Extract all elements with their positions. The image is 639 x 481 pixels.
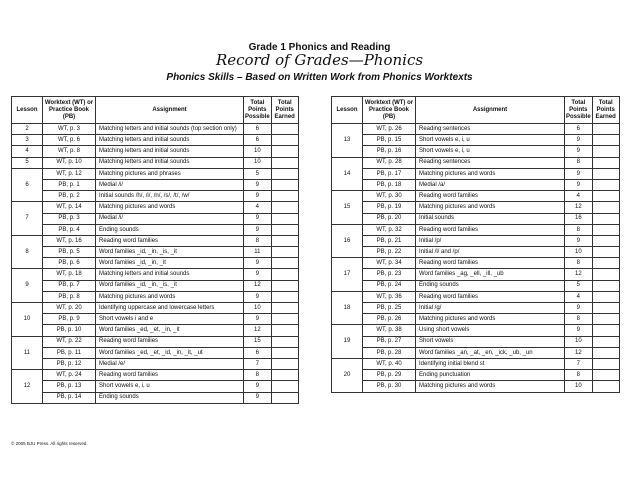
points-earned-cell[interactable] xyxy=(271,358,298,369)
lesson-number: 3 xyxy=(12,135,43,146)
table-row xyxy=(12,347,299,358)
points-earned-cell[interactable] xyxy=(271,235,298,246)
assignment-cell: Short vowels e, i, u xyxy=(416,135,565,146)
assignment-cell: Short vowels xyxy=(416,336,565,347)
table-row xyxy=(332,370,620,381)
lesson-number: 10 xyxy=(12,303,43,337)
worktext-cell: WT, p. 12 xyxy=(43,168,96,179)
col-points-possible: Total Points Possible xyxy=(565,97,593,124)
points-possible-cell: 10 xyxy=(244,157,272,168)
table-row xyxy=(332,336,620,347)
assignment-cell: Reading word families xyxy=(416,224,565,235)
points-possible-cell: 8 xyxy=(244,370,272,381)
points-possible-cell: 6 xyxy=(244,135,272,146)
lesson-number: 7 xyxy=(12,202,43,236)
points-possible-cell: 8 xyxy=(565,224,593,235)
table-row xyxy=(332,314,620,325)
left-grade-table xyxy=(11,96,299,404)
points-earned-cell[interactable] xyxy=(271,247,298,258)
table-row xyxy=(12,202,299,213)
worktext-cell: WT, p. 24 xyxy=(43,370,96,381)
table-row xyxy=(12,392,299,403)
worktext-cell: WT, p. 18 xyxy=(43,269,96,280)
worktext-cell: WT, p. 20 xyxy=(43,303,96,314)
page-subtitle: Phonics Skills – Based on Written Work from Phonics Worktexts xyxy=(166,72,473,83)
points-possible-cell: 12 xyxy=(565,269,593,280)
points-possible-cell: 9 xyxy=(244,291,272,302)
points-earned-cell[interactable] xyxy=(592,124,619,135)
col-assignment: Assignment xyxy=(96,97,244,124)
table-row xyxy=(332,135,620,146)
assignment-cell: Ending sounds xyxy=(96,392,244,403)
assignment-cell: Medial /i/ xyxy=(96,179,244,190)
assignment-cell: Initial /l/ and /p/ xyxy=(416,247,565,258)
page-title: Record of Grades—Phonics xyxy=(215,51,424,69)
col-points-earned: Total Points Earned xyxy=(271,97,298,124)
worktext-cell: PB, p. 19 xyxy=(363,202,416,213)
assignment-cell: Matching pictures and words xyxy=(416,202,565,213)
assignment-cell: Word families _id, _in, _is, _it xyxy=(96,280,244,291)
points-possible-cell: 10 xyxy=(565,381,593,392)
assignment-cell: Short vowels i and e xyxy=(96,314,244,325)
table-row xyxy=(332,303,620,314)
worktext-cell: PB, p. 22 xyxy=(363,247,416,258)
points-possible-cell: 11 xyxy=(244,247,272,258)
points-earned-cell[interactable] xyxy=(271,325,298,336)
worktext-cell: WT, p. 30 xyxy=(363,191,416,202)
points-possible-cell: 15 xyxy=(244,336,272,347)
assignment-cell: Ending punctuation xyxy=(416,370,565,381)
worktext-cell: WT, p. 14 xyxy=(43,202,96,213)
points-earned-cell[interactable] xyxy=(592,314,619,325)
lesson-number: 13 xyxy=(332,124,363,158)
assignment-cell: Medial /i/ xyxy=(96,213,244,224)
points-earned-cell[interactable] xyxy=(271,157,298,168)
points-possible-cell: 8 xyxy=(565,157,593,168)
worktext-cell: WT, p. 22 xyxy=(43,336,96,347)
lesson-number: 11 xyxy=(12,336,43,370)
worktext-cell: PB, p. 2 xyxy=(43,191,96,202)
points-earned-cell[interactable] xyxy=(271,381,298,392)
assignment-cell: Matching letters and initial sounds xyxy=(96,135,244,146)
points-earned-cell[interactable] xyxy=(271,303,298,314)
points-earned-cell[interactable] xyxy=(592,370,619,381)
table-row xyxy=(12,135,299,146)
assignment-cell: Matching letters and initial sounds xyxy=(96,269,244,280)
worktext-cell: PB, p. 13 xyxy=(43,381,96,392)
points-earned-cell[interactable] xyxy=(271,291,298,302)
points-earned-cell[interactable] xyxy=(271,202,298,213)
lesson-number: 8 xyxy=(12,235,43,269)
table-row xyxy=(12,370,299,381)
points-possible-cell: 8 xyxy=(244,235,272,246)
table-row xyxy=(332,191,620,202)
lesson-number: 9 xyxy=(12,269,43,303)
points-earned-cell[interactable] xyxy=(592,168,619,179)
points-earned-cell[interactable] xyxy=(592,179,619,190)
points-earned-cell[interactable] xyxy=(271,135,298,146)
assignment-cell: Identifying initial blend st xyxy=(416,358,565,369)
points-earned-cell[interactable] xyxy=(592,191,619,202)
assignment-cell: Using short vowels xyxy=(416,325,565,336)
table-row xyxy=(12,269,299,280)
points-earned-cell[interactable] xyxy=(271,280,298,291)
table-row xyxy=(332,235,620,246)
points-possible-cell: 7 xyxy=(244,358,272,369)
table-row xyxy=(332,224,620,235)
points-earned-cell[interactable] xyxy=(592,224,619,235)
points-possible-cell: 6 xyxy=(565,124,593,135)
points-possible-cell: 5 xyxy=(565,280,593,291)
points-earned-cell[interactable] xyxy=(271,179,298,190)
lesson-number: 4 xyxy=(12,146,43,157)
table-row xyxy=(332,258,620,269)
points-earned-cell[interactable] xyxy=(271,224,298,235)
lesson-number: 20 xyxy=(332,358,363,392)
worktext-cell: WT, p. 8 xyxy=(43,146,96,157)
table-row xyxy=(332,280,620,291)
points-earned-cell[interactable] xyxy=(271,314,298,325)
worktext-cell: PB, p. 8 xyxy=(43,291,96,302)
assignment-cell: Initial sounds /h/, /i/, /n/, /s/, /t/, /w/ xyxy=(96,191,244,202)
table-row xyxy=(332,146,620,157)
lesson-number: 2 xyxy=(12,124,43,135)
table-row xyxy=(332,168,620,179)
points-earned-cell[interactable] xyxy=(271,213,298,224)
table-row xyxy=(332,269,620,280)
points-possible-cell: 10 xyxy=(565,336,593,347)
assignment-cell: Ending sounds xyxy=(416,280,565,291)
table-row xyxy=(332,358,620,369)
worktext-cell: PB, p. 28 xyxy=(363,347,416,358)
worktext-cell: WT, p. 36 xyxy=(363,291,416,302)
col-points-earned: Total Points Earned xyxy=(592,97,619,124)
worktext-cell: PB, p. 14 xyxy=(43,392,96,403)
worktext-cell: WT, p. 34 xyxy=(363,258,416,269)
points-earned-cell[interactable] xyxy=(271,146,298,157)
points-earned-cell[interactable] xyxy=(592,213,619,224)
lesson-number: 12 xyxy=(12,370,43,404)
assignment-cell: Matching pictures and words xyxy=(416,168,565,179)
table-row xyxy=(12,146,299,157)
worktext-cell: PB, p. 17 xyxy=(363,168,416,179)
points-earned-cell[interactable] xyxy=(271,370,298,381)
worktext-cell: PB, p. 11 xyxy=(43,347,96,358)
points-earned-cell[interactable] xyxy=(271,336,298,347)
points-possible-cell: 9 xyxy=(244,392,272,403)
points-possible-cell: 10 xyxy=(565,247,593,258)
worktext-cell: PB, p. 1 xyxy=(43,179,96,190)
assignment-cell: Reading word families xyxy=(416,291,565,302)
points-possible-cell: 9 xyxy=(565,168,593,179)
worktext-cell: WT, p. 26 xyxy=(363,124,416,135)
worktext-cell: WT, p. 28 xyxy=(363,157,416,168)
assignment-cell: Short vowels e, i, u xyxy=(96,381,244,392)
points-earned-cell[interactable] xyxy=(271,392,298,403)
assignment-cell: Medial /e/ xyxy=(96,358,244,369)
table-row xyxy=(12,358,299,369)
points-earned-cell[interactable] xyxy=(592,291,619,302)
points-earned-cell[interactable] xyxy=(592,157,619,168)
col-lesson: Lesson xyxy=(12,97,43,124)
points-possible-cell: 8 xyxy=(565,314,593,325)
assignment-cell: Reading word families xyxy=(96,370,244,381)
points-possible-cell: 12 xyxy=(565,347,593,358)
table-row xyxy=(12,336,299,347)
points-possible-cell: 9 xyxy=(565,135,593,146)
points-possible-cell: 12 xyxy=(244,325,272,336)
points-possible-cell: 9 xyxy=(244,224,272,235)
assignment-cell: Word families _ed, _et, _id, _in, _it, _ut xyxy=(96,347,244,358)
worktext-cell: PB, p. 30 xyxy=(363,381,416,392)
worktext-cell: PB, p. 5 xyxy=(43,247,96,258)
assignment-cell: Initial /p/ xyxy=(416,235,565,246)
points-possible-cell: 9 xyxy=(565,179,593,190)
points-possible-cell: 9 xyxy=(565,303,593,314)
points-earned-cell[interactable] xyxy=(592,235,619,246)
assignment-cell: Identifying uppercase and lowercase letters xyxy=(96,303,244,314)
grade-heading: Grade 1 Phonics and Reading xyxy=(248,42,391,53)
table-row xyxy=(12,381,299,392)
worktext-cell: WT, p. 32 xyxy=(363,224,416,235)
col-worktext: Worktext (WT) or Practice Book (PB) xyxy=(43,97,96,124)
assignment-cell: Reading word families xyxy=(96,235,244,246)
points-earned-cell[interactable] xyxy=(592,381,619,392)
worktext-cell: PB, p. 7 xyxy=(43,280,96,291)
points-earned-cell[interactable] xyxy=(271,258,298,269)
points-earned-cell[interactable] xyxy=(592,358,619,369)
points-possible-cell: 9 xyxy=(244,191,272,202)
assignment-cell: Reading word families xyxy=(96,336,244,347)
assignment-cell: Initial sounds xyxy=(416,213,565,224)
points-possible-cell: 6 xyxy=(244,124,272,135)
worktext-cell: WT, p. 40 xyxy=(363,358,416,369)
assignment-cell: Matching pictures and words xyxy=(416,314,565,325)
assignment-cell: Matching pictures and phrases xyxy=(96,168,244,179)
worktext-cell: PB, p. 4 xyxy=(43,224,96,235)
points-possible-cell: 9 xyxy=(565,235,593,246)
points-possible-cell: 4 xyxy=(565,291,593,302)
assignment-cell: Word families _an, _at, _en, _ick, _ub, _un xyxy=(416,347,565,358)
col-worktext: Worktext (WT) or Practice Book (PB) xyxy=(363,97,416,124)
points-possible-cell: 9 xyxy=(565,146,593,157)
table-row xyxy=(12,213,299,224)
assignment-cell: Word families _id, _in, _is, _it xyxy=(96,247,244,258)
table-row xyxy=(332,325,620,336)
points-possible-cell: 10 xyxy=(244,146,272,157)
table-row xyxy=(332,213,620,224)
assignment-cell: Initial /g/ xyxy=(416,303,565,314)
points-possible-cell: 9 xyxy=(565,325,593,336)
worktext-cell: PB, p. 23 xyxy=(363,269,416,280)
worktext-cell: PB, p. 15 xyxy=(363,135,416,146)
assignment-cell: Word families _id, _in, _it xyxy=(96,258,244,269)
lesson-number: 17 xyxy=(332,258,363,292)
points-earned-cell[interactable] xyxy=(592,347,619,358)
assignment-cell: Short vowels e, i, u xyxy=(416,146,565,157)
points-possible-cell: 16 xyxy=(565,213,593,224)
table-row xyxy=(12,124,299,135)
points-possible-cell: 9 xyxy=(244,179,272,190)
assignment-cell: Matching letters and initial sounds xyxy=(96,157,244,168)
assignment-cell: Matching pictures and words xyxy=(96,202,244,213)
points-possible-cell: 9 xyxy=(244,213,272,224)
col-lesson: Lesson xyxy=(332,97,363,124)
table-row xyxy=(12,247,299,258)
assignment-cell: Ending sounds xyxy=(96,224,244,235)
col-assignment: Assignment xyxy=(416,97,565,124)
worktext-cell: PB, p. 6 xyxy=(43,258,96,269)
table-row xyxy=(12,280,299,291)
worktext-cell: PB, p. 12 xyxy=(43,358,96,369)
assignment-cell: Matching letters and initial sounds (top section only) xyxy=(96,124,244,135)
table-row xyxy=(12,235,299,246)
assignment-cell: Reading word families xyxy=(416,258,565,269)
lesson-number: 18 xyxy=(332,291,363,325)
assignment-cell: Reading sentences xyxy=(416,157,565,168)
table-row xyxy=(12,179,299,190)
points-earned-cell[interactable] xyxy=(592,258,619,269)
worktext-cell: WT, p. 16 xyxy=(43,235,96,246)
copyright-text: © 2005 BJU Press. All rights reserved. xyxy=(11,441,88,446)
assignment-cell: Word families _ag, _ell, _ill, _ub xyxy=(416,269,565,280)
points-earned-cell[interactable] xyxy=(592,303,619,314)
lesson-number: 16 xyxy=(332,224,363,258)
table-row xyxy=(12,325,299,336)
points-earned-cell[interactable] xyxy=(592,336,619,347)
table-row xyxy=(332,347,620,358)
lesson-number: 6 xyxy=(12,168,43,202)
worktext-cell: PB, p. 20 xyxy=(363,213,416,224)
points-earned-cell[interactable] xyxy=(271,191,298,202)
worktext-cell: PB, p. 3 xyxy=(43,213,96,224)
points-possible-cell: 12 xyxy=(565,202,593,213)
points-possible-cell: 9 xyxy=(244,269,272,280)
col-points-possible: Total Points Possible xyxy=(244,97,272,124)
points-earned-cell[interactable] xyxy=(592,325,619,336)
worktext-cell: PB, p. 27 xyxy=(363,336,416,347)
worktext-cell: PB, p. 24 xyxy=(363,280,416,291)
table-row xyxy=(332,179,620,190)
worktext-cell: WT, p. 3 xyxy=(43,124,96,135)
worktext-cell: PB, p. 26 xyxy=(363,314,416,325)
table-row xyxy=(332,202,620,213)
assignment-cell: Word families _ed, _et, _in, _it xyxy=(96,325,244,336)
points-possible-cell: 8 xyxy=(565,370,593,381)
assignment-cell: Matching pictures and words xyxy=(416,381,565,392)
points-earned-cell[interactable] xyxy=(592,269,619,280)
points-possible-cell: 12 xyxy=(244,280,272,291)
table-row xyxy=(332,247,620,258)
worktext-cell: PB, p. 21 xyxy=(363,235,416,246)
table-row xyxy=(12,157,299,168)
lesson-number: 19 xyxy=(332,325,363,359)
worktext-cell: PB, p. 9 xyxy=(43,314,96,325)
table-row xyxy=(332,381,620,392)
points-possible-cell: 5 xyxy=(244,168,272,179)
worktext-cell: PB, p. 25 xyxy=(363,303,416,314)
points-earned-cell[interactable] xyxy=(271,269,298,280)
table-row xyxy=(12,291,299,302)
points-possible-cell: 9 xyxy=(244,314,272,325)
points-earned-cell[interactable] xyxy=(592,146,619,157)
points-earned-cell[interactable] xyxy=(271,168,298,179)
table-row xyxy=(12,303,299,314)
table-row xyxy=(12,258,299,269)
points-possible-cell: 7 xyxy=(565,358,593,369)
points-possible-cell: 6 xyxy=(244,347,272,358)
points-earned-cell[interactable] xyxy=(592,280,619,291)
assignment-cell: Reading word families xyxy=(416,191,565,202)
assignment-cell: Medial /a/ xyxy=(416,179,565,190)
points-earned-cell[interactable] xyxy=(592,135,619,146)
table-row xyxy=(12,224,299,235)
points-possible-cell: 4 xyxy=(244,202,272,213)
lesson-number: 15 xyxy=(332,191,363,225)
lesson-number: 14 xyxy=(332,157,363,191)
assignment-cell: Matching letters and initial sounds xyxy=(96,146,244,157)
right-grade-table xyxy=(331,96,620,393)
worktext-cell: WT, p. 38 xyxy=(363,325,416,336)
table-row xyxy=(332,157,620,168)
points-earned-cell[interactable] xyxy=(592,202,619,213)
lesson-number: 5 xyxy=(12,157,43,168)
table-row xyxy=(332,124,620,135)
worktext-cell: WT, p. 6 xyxy=(43,135,96,146)
points-earned-cell[interactable] xyxy=(271,124,298,135)
points-possible-cell: 8 xyxy=(565,258,593,269)
table-row xyxy=(12,314,299,325)
assignment-cell: Matching pictures and words xyxy=(96,291,244,302)
points-possible-cell: 4 xyxy=(565,191,593,202)
table-row xyxy=(12,191,299,202)
worktext-cell: PB, p. 16 xyxy=(363,146,416,157)
points-earned-cell[interactable] xyxy=(271,347,298,358)
worktext-cell: WT, p. 10 xyxy=(43,157,96,168)
table-row xyxy=(332,291,620,302)
points-possible-cell: 9 xyxy=(244,381,272,392)
table-row xyxy=(12,168,299,179)
worktext-cell: PB, p. 18 xyxy=(363,179,416,190)
points-possible-cell: 10 xyxy=(244,303,272,314)
assignment-cell: Reading sentences xyxy=(416,124,565,135)
points-possible-cell: 9 xyxy=(244,258,272,269)
worktext-cell: PB, p. 10 xyxy=(43,325,96,336)
worktext-cell: PB, p. 29 xyxy=(363,370,416,381)
points-earned-cell[interactable] xyxy=(592,247,619,258)
